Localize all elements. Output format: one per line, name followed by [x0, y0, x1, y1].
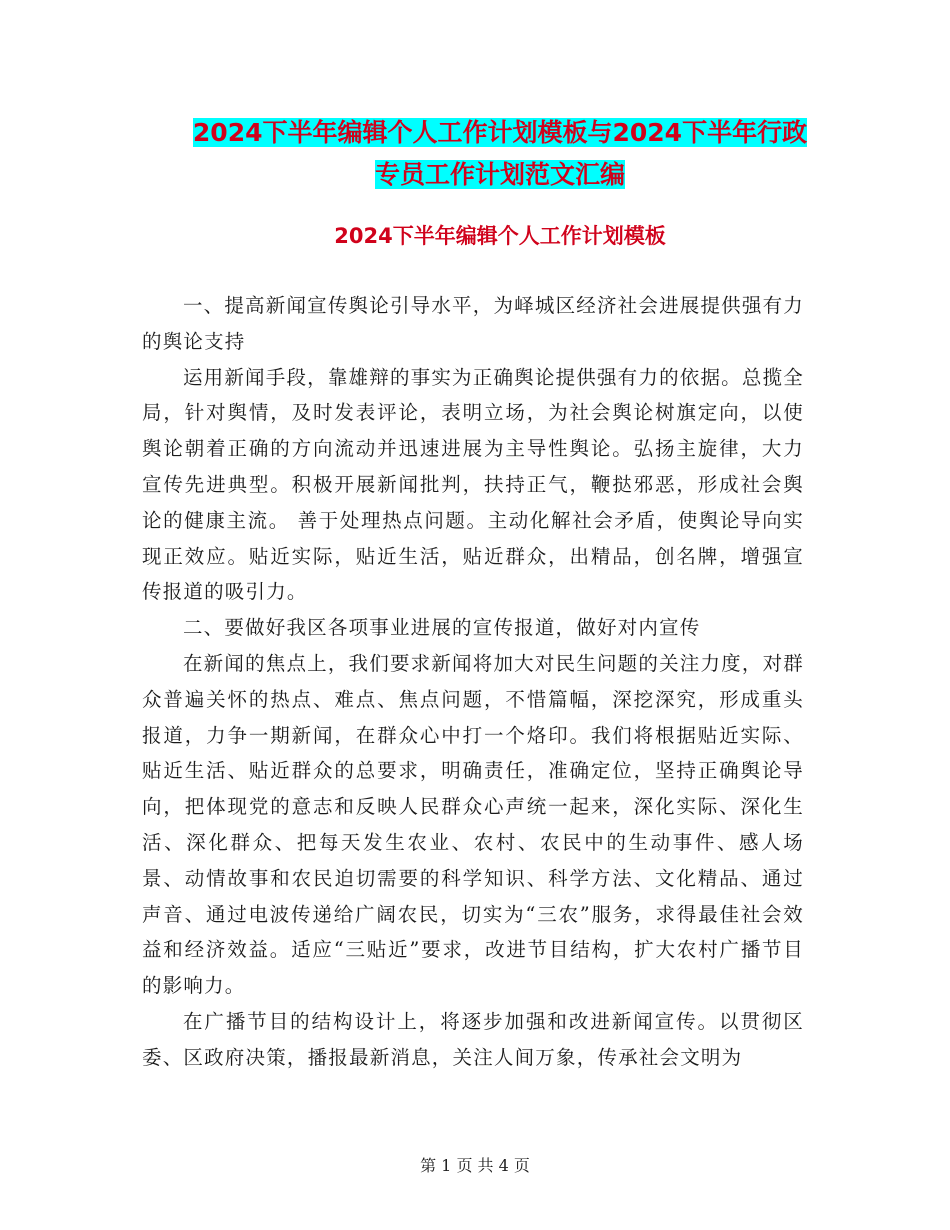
document-body [142, 288, 804, 1076]
section-title: 2024下半年编辑个人工作计划模板 [334, 224, 666, 248]
body-paragraph-3: 在广播节目的结构设计上，将逐步加强和改进新闻宣传。以贯彻区委、区政府决策，播报最新消息，关注人间万象，传承社会文明为 [142, 1009, 804, 1069]
body-paragraph-2: 在新闻的焦点上，我们要求新闻将加大对民生问题的关注力度，对群众普遍关怀的热点、难点、焦点问题，不惜篇幅，深挖深究，形成重头报道，力争一期新闻，在群众心中打一个烙印。我们将根据贴近实际、贴近生活、贴近群众的总要求，明确责任，准确定位，坚持正确舆论导向，把体现党的意志和反映人民群众心声统一起来，深化实际、深化生活、深化群众、把每天发生农业、农村、农民中的生动事件、感人场景、动情故事和农民迫切需要的科学知识、科学方法、文化精品、通过声音、通过电波传递给广阔农民，切实为“三农”服务，求得最佳社会效益和经济效益。适应“三贴近”要求，改进节目结构，扩大农村广播节目的影响力。 [142, 651, 804, 998]
document-title-line2: 专员工作计划范文汇编 [374, 160, 625, 189]
body-paragraph-1: 运用新闻手段，靠雄辩的事实为正确舆论提供强有力的依据。总揽全局，针对舆情，及时发表评论，表明立场，为社会舆论树旗定向，以使舆论朝着正确的方向流动并迅速进展为主导性舆论。弘扬主旋律，大力宣传先进典型。积极开展新闻批判，扶持正气，鞭挞邪恶，形成社会舆论的健康主流。 善于处理热点问题。主动化解社会矛盾，使舆论导向实现正效应。贴近实际，贴近生活，贴近群众，出精品，创名牌，增强宣传报道的吸引力。 [142, 365, 804, 604]
heading-paragraph-2: 二、要做好我区各项事业进展的宣传报道，做好对内宣传 [182, 616, 701, 640]
page-number-footer: 第 1 页 共 4 页 [420, 1156, 530, 1175]
document-title [120, 112, 880, 196]
heading-paragraph-1: 一、提高新闻宣传舆论引导水平，为峄城区经济社会进展提供强有力的舆论支持 [142, 294, 804, 353]
document-title-line1: 2024下半年编辑个人工作计划模板与2024下半年行政 [192, 118, 808, 147]
